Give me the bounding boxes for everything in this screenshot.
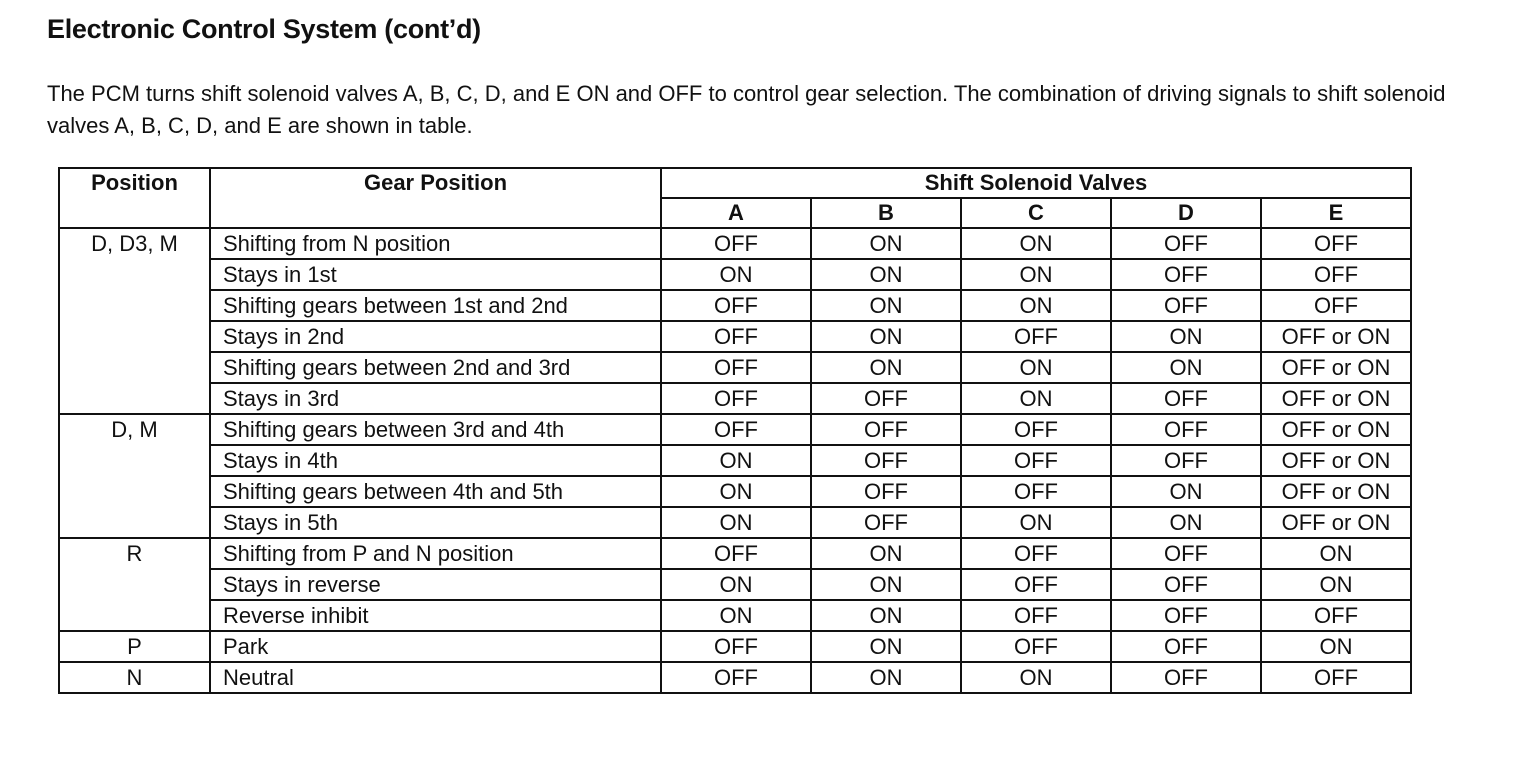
gear-position-cell: Shifting from N position — [210, 228, 661, 259]
valve-c-cell: ON — [961, 259, 1111, 290]
table-row — [59, 569, 1411, 600]
gear-position-cell: Stays in 3rd — [210, 383, 661, 414]
table-row — [59, 383, 1411, 414]
valve-d-cell: OFF — [1111, 290, 1261, 321]
valve-e-cell: OFF or ON — [1261, 414, 1411, 445]
header-valve-b: B — [811, 198, 961, 228]
valve-d-cell: ON — [1111, 321, 1261, 352]
valve-d-cell: OFF — [1111, 569, 1261, 600]
valve-e-cell: OFF or ON — [1261, 507, 1411, 538]
valve-b-cell: ON — [811, 228, 961, 259]
valve-d-cell: OFF — [1111, 445, 1261, 476]
gear-position-cell: Stays in 5th — [210, 507, 661, 538]
valve-a-cell: ON — [661, 569, 811, 600]
position-cell: D, M — [59, 414, 210, 538]
valve-d-cell: OFF — [1111, 383, 1261, 414]
valve-a-cell: OFF — [661, 662, 811, 693]
table-row — [59, 538, 1411, 569]
valve-d-cell: OFF — [1111, 228, 1261, 259]
valve-b-cell: ON — [811, 321, 961, 352]
valve-d-cell: OFF — [1111, 259, 1261, 290]
table-row — [59, 228, 1411, 259]
table-row — [59, 259, 1411, 290]
header-row-top — [59, 168, 1411, 198]
valve-a-cell: ON — [661, 445, 811, 476]
position-cell: N — [59, 662, 210, 693]
gear-position-cell: Park — [210, 631, 661, 662]
valve-d-cell: OFF — [1111, 662, 1261, 693]
gear-position-cell: Stays in 1st — [210, 259, 661, 290]
valve-e-cell: OFF — [1261, 662, 1411, 693]
valve-a-cell: OFF — [661, 383, 811, 414]
table-row — [59, 662, 1411, 693]
valve-e-cell: OFF — [1261, 228, 1411, 259]
valve-a-cell: OFF — [661, 321, 811, 352]
valve-a-cell: OFF — [661, 352, 811, 383]
table-row — [59, 414, 1411, 445]
gear-position-cell: Neutral — [210, 662, 661, 693]
table-header — [59, 168, 1411, 228]
gear-position-cell: Stays in 4th — [210, 445, 661, 476]
valve-b-cell: ON — [811, 290, 961, 321]
valve-d-cell: ON — [1111, 476, 1261, 507]
table-body — [59, 228, 1411, 693]
valve-b-cell: ON — [811, 569, 961, 600]
valve-b-cell: ON — [811, 631, 961, 662]
valve-d-cell: OFF — [1111, 631, 1261, 662]
gear-position-cell: Shifting from P and N position — [210, 538, 661, 569]
gear-position-cell: Shifting gears between 2nd and 3rd — [210, 352, 661, 383]
valve-e-cell: ON — [1261, 569, 1411, 600]
valve-c-cell: ON — [961, 507, 1111, 538]
valve-c-cell: ON — [961, 228, 1111, 259]
valve-c-cell: OFF — [961, 321, 1111, 352]
valve-a-cell: OFF — [661, 538, 811, 569]
valve-a-cell: ON — [661, 476, 811, 507]
table-row — [59, 321, 1411, 352]
valve-a-cell: ON — [661, 507, 811, 538]
valve-e-cell: OFF — [1261, 600, 1411, 631]
valve-b-cell: OFF — [811, 507, 961, 538]
table-row — [59, 600, 1411, 631]
valve-e-cell: OFF — [1261, 259, 1411, 290]
valve-b-cell: ON — [811, 600, 961, 631]
header-valve-d: D — [1111, 198, 1261, 228]
valve-e-cell: OFF or ON — [1261, 352, 1411, 383]
valve-c-cell: OFF — [961, 600, 1111, 631]
table-row — [59, 631, 1411, 662]
valve-e-cell: OFF or ON — [1261, 383, 1411, 414]
valve-b-cell: ON — [811, 352, 961, 383]
header-valve-a: A — [661, 198, 811, 228]
header-valve-e: E — [1261, 198, 1411, 228]
valve-a-cell: ON — [661, 600, 811, 631]
valve-c-cell: ON — [961, 383, 1111, 414]
valve-e-cell: OFF or ON — [1261, 476, 1411, 507]
valve-c-cell: OFF — [961, 631, 1111, 662]
valve-b-cell: OFF — [811, 383, 961, 414]
position-cell: D, D3, M — [59, 228, 210, 414]
valve-e-cell: OFF or ON — [1261, 321, 1411, 352]
valve-a-cell: OFF — [661, 290, 811, 321]
gear-position-cell: Stays in 2nd — [210, 321, 661, 352]
valve-e-cell: ON — [1261, 631, 1411, 662]
valve-b-cell: ON — [811, 538, 961, 569]
table-row — [59, 507, 1411, 538]
gear-position-cell: Shifting gears between 4th and 5th — [210, 476, 661, 507]
header-valve-c: C — [961, 198, 1111, 228]
valve-c-cell: ON — [961, 290, 1111, 321]
valve-c-cell: OFF — [961, 414, 1111, 445]
valve-b-cell: ON — [811, 662, 961, 693]
valve-c-cell: OFF — [961, 538, 1111, 569]
valve-a-cell: OFF — [661, 228, 811, 259]
gear-position-cell: Stays in reverse — [210, 569, 661, 600]
valve-c-cell: ON — [961, 662, 1111, 693]
valve-d-cell: OFF — [1111, 538, 1261, 569]
valve-e-cell: OFF — [1261, 290, 1411, 321]
valve-d-cell: OFF — [1111, 414, 1261, 445]
gear-position-cell: Shifting gears between 3rd and 4th — [210, 414, 661, 445]
gear-position-cell: Reverse inhibit — [210, 600, 661, 631]
header-position: Position — [59, 168, 210, 228]
table-row — [59, 352, 1411, 383]
valve-d-cell: ON — [1111, 507, 1261, 538]
position-cell: R — [59, 538, 210, 631]
valve-a-cell: ON — [661, 259, 811, 290]
table-row — [59, 290, 1411, 321]
valve-d-cell: ON — [1111, 352, 1261, 383]
valve-e-cell: OFF or ON — [1261, 445, 1411, 476]
valve-b-cell: OFF — [811, 476, 961, 507]
page-title: Electronic Control System (cont’d) — [47, 14, 481, 44]
valve-c-cell: OFF — [961, 569, 1111, 600]
valve-c-cell: OFF — [961, 445, 1111, 476]
valve-b-cell: OFF — [811, 445, 961, 476]
valve-c-cell: OFF — [961, 476, 1111, 507]
valve-b-cell: OFF — [811, 414, 961, 445]
position-cell: P — [59, 631, 210, 662]
valve-a-cell: OFF — [661, 414, 811, 445]
shift-solenoid-table — [58, 167, 1412, 694]
header-shift-solenoid-valves: Shift Solenoid Valves — [661, 168, 1411, 198]
valve-b-cell: ON — [811, 259, 961, 290]
gear-position-cell: Shifting gears between 1st and 2nd — [210, 290, 661, 321]
valve-e-cell: ON — [1261, 538, 1411, 569]
header-gear-position: Gear Position — [210, 168, 661, 228]
table-row — [59, 445, 1411, 476]
table-row — [59, 476, 1411, 507]
valve-d-cell: OFF — [1111, 600, 1261, 631]
valve-a-cell: OFF — [661, 631, 811, 662]
intro-paragraph: The PCM turns shift solenoid valves A, B, C, D, and E ON and OFF to control gear selection. The combination of driving signals to shift solenoid valves A, B, C, D, and E are shown in table. — [47, 81, 1446, 138]
valve-c-cell: ON — [961, 352, 1111, 383]
